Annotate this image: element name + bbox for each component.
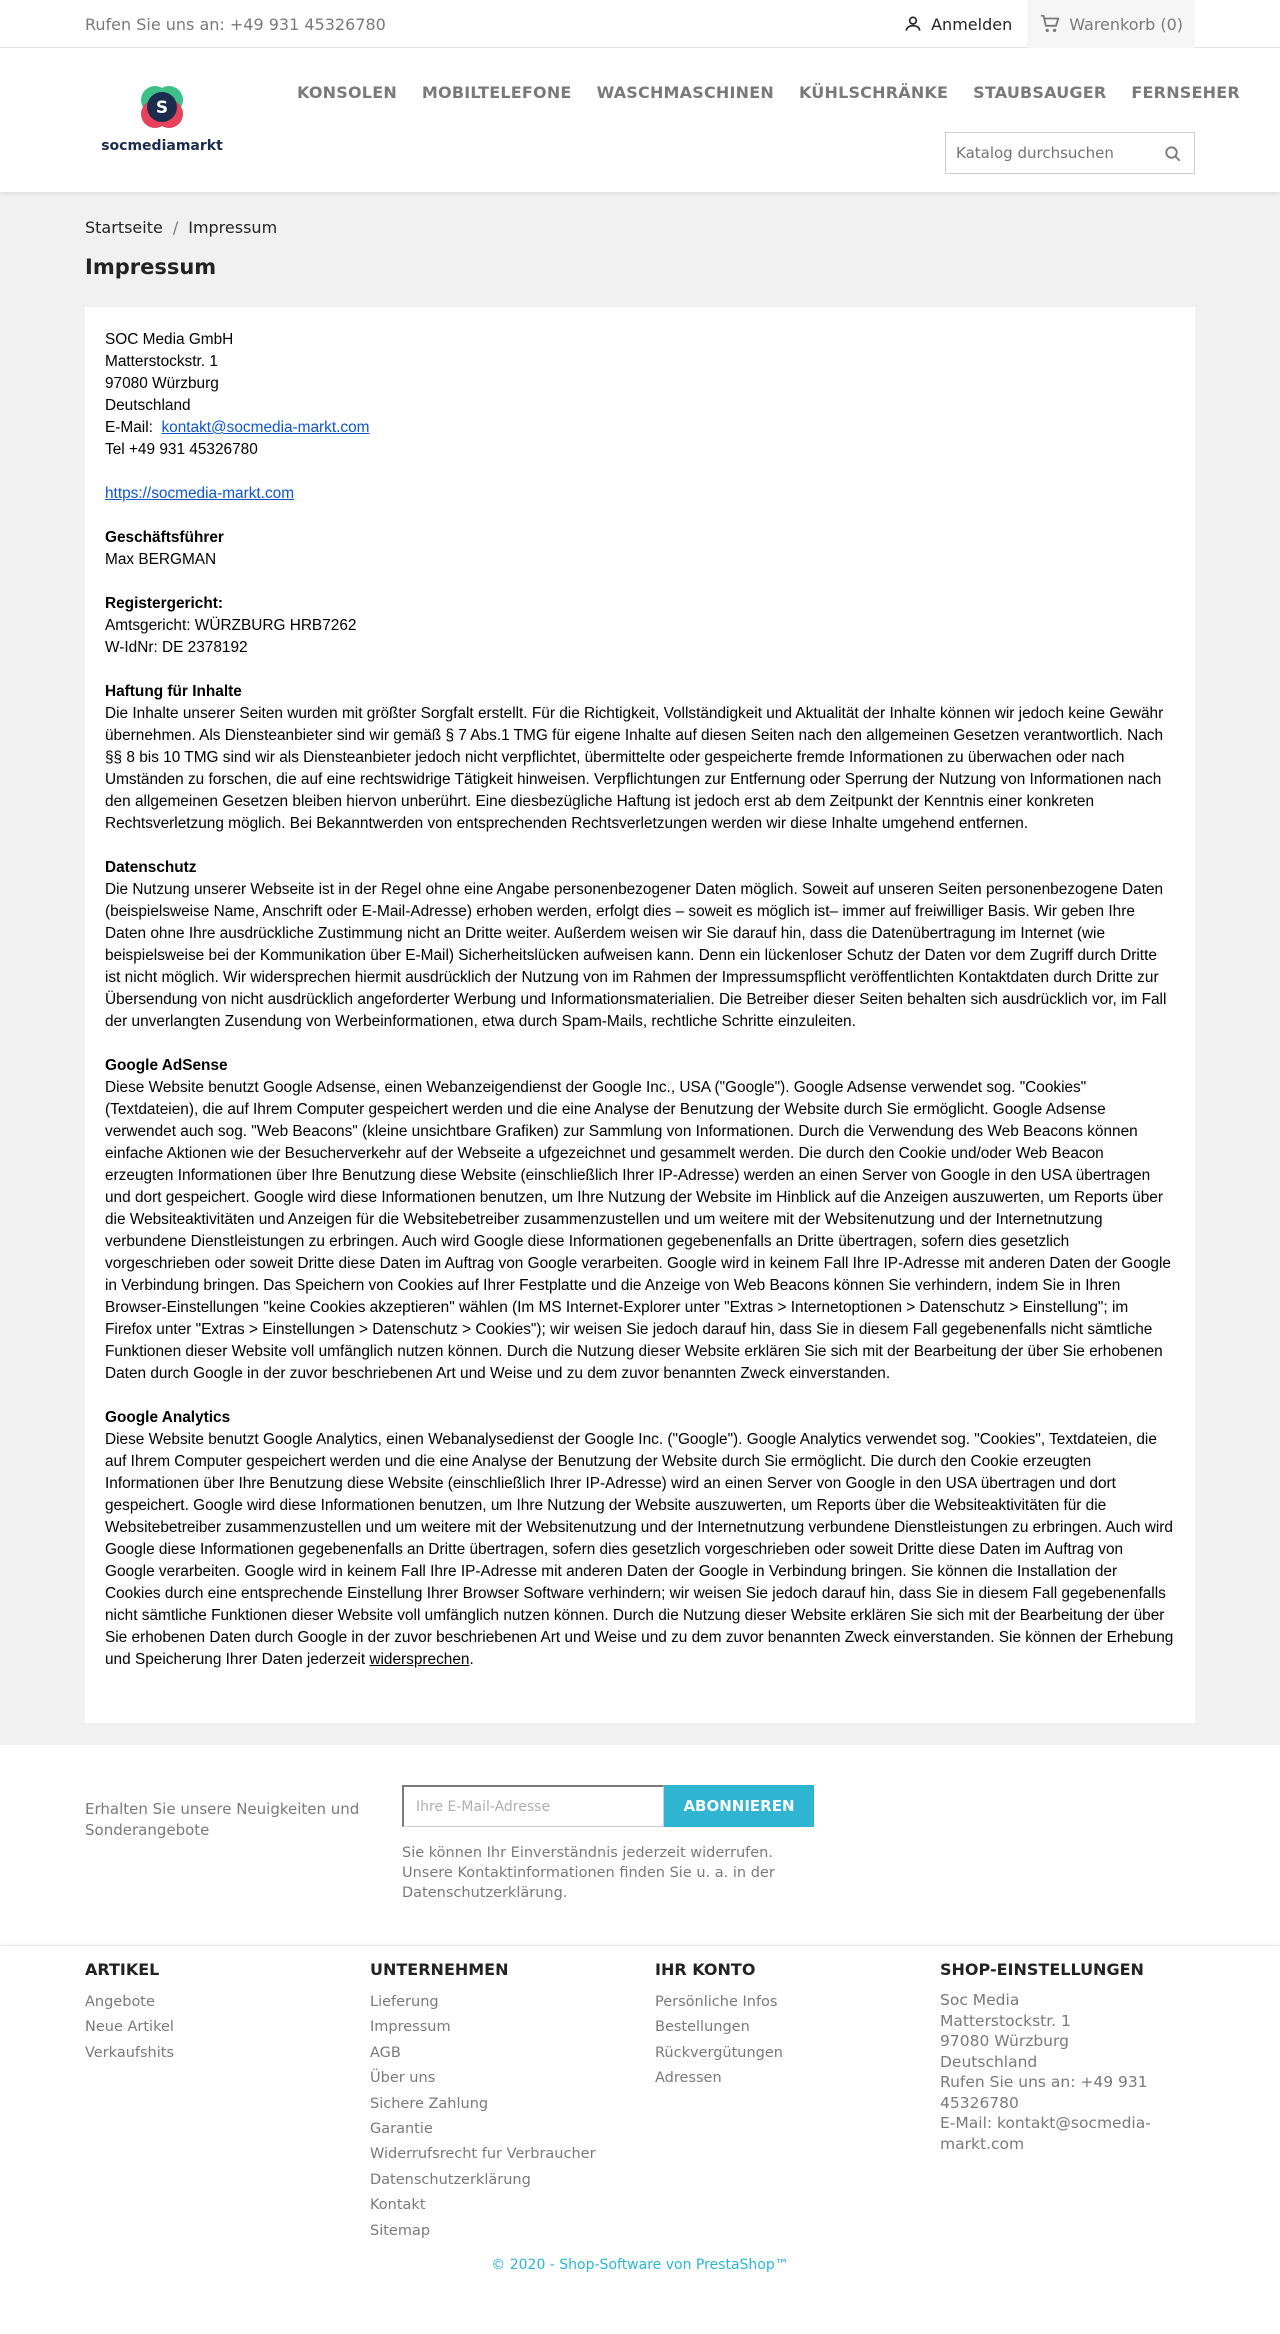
footer-articles-title: ARTIKEL	[85, 1960, 160, 1979]
address-line: SOC Media GmbH	[105, 331, 234, 348]
footer-account-title: IHR KONTO	[655, 1960, 756, 1979]
shop-info-line: Soc Media	[940, 1991, 1020, 2009]
imprint-content	[85, 307, 1195, 1723]
address-line: 97080 Würzburg	[105, 375, 219, 392]
main-wrapper	[0, 192, 1280, 1745]
subscribe-button[interactable]: ABONNIEREN	[664, 1785, 814, 1827]
footer-link-orders[interactable]: Bestellungen	[655, 2019, 750, 2036]
main-menu	[297, 83, 1240, 102]
breadcrumb	[85, 216, 1195, 238]
search-input[interactable]	[946, 144, 1146, 162]
cart-label: Warenkorb (0)	[1069, 14, 1183, 34]
analytics-title: Google Analytics	[105, 1409, 231, 1426]
liability-title: Haftung für Inhalte	[105, 683, 242, 700]
shop-info-line: Deutschland	[940, 2052, 1038, 2071]
cart-icon	[1039, 13, 1061, 35]
shop-info-line: Matterstockstr. 1	[940, 2011, 1071, 2030]
topbar	[0, 0, 1280, 48]
ceo-name: Max BERGMAN	[105, 551, 217, 568]
newsletter-label: Erhalten Sie unsere Neuigkeiten und Sonderangebote	[85, 1800, 360, 1839]
search-box	[945, 132, 1195, 174]
footer-link-warranty[interactable]: Garantie	[370, 2121, 433, 2138]
liability-text: Die Inhalte unserer Seiten wurden mit größter Sorgfalt erstellt. Für die Richtigkeit, Vollständigkeit und Aktualität der Inhalte können wir jedoch keine Gewähr übernehmen. Als Diensteanbieter sind wir gemäß § 7 Abs.1 TMG für eigene Inhalte auf diesen Seiten nach den allgemeinen Gesetzen verantwortlich. Nach §§ 8 bis 10 TMG sind wir als Diensteanbieter jedoch nicht verpflichtet, übermittelte oder gespeicherte fremde Informationen zu überwachen oder nach Umständen zu forschen, die auf eine rechtswidrige Tätigkeit hinweisen. Verpflichtungen zur Entfernung oder Sperrung der Nutzung von Informationen nach den allgemeinen Gesetzen bleiben hiervon unberührt. Eine diesbezügliche Haftung ist jedoch erst ab dem Zeitpunkt der Kenntnis einer konkreten Rechtsverletzung möglich. Bei Bekanntwerden von entsprechenden Rechtsverletzungen werden wir diese Inhalte umgehend entfernen.	[105, 705, 1164, 832]
footer-articles	[85, 1960, 370, 2244]
newsletter-note: Sie können Ihr Einverständnis jederzeit widerrufen. Unsere Kontaktinformationen finden Sie u. a. in der Datenschutzerklärung.	[402, 1845, 775, 1901]
adsense-title: Google AdSense	[105, 1057, 228, 1074]
analytics-end: .	[469, 1651, 474, 1668]
page-title: Impressum	[85, 255, 217, 279]
footer-link-imprint[interactable]: Impressum	[370, 2019, 451, 2036]
register-block	[105, 593, 1175, 659]
contact-phone: Rufen Sie uns an: +49 931 45326780	[85, 14, 386, 34]
ceo-block	[105, 527, 1175, 571]
privacy-section	[105, 857, 1175, 1033]
footer-shop-title: SHOP-EINSTELLUNGEN	[940, 1960, 1144, 1979]
footer	[0, 1945, 1280, 2295]
address-line: Deutschland	[105, 397, 191, 414]
email-label: E-Mail:	[105, 419, 162, 436]
shop-info-line: Rufen Sie uns an: +49 931 45326780	[940, 2073, 1148, 2112]
footer-shop-settings	[940, 1960, 1195, 2244]
company-address	[105, 329, 1175, 461]
breadcrumb-current: Impressum	[188, 217, 278, 237]
newsletter-email-input[interactable]: Ihre E-Mail-Adresse	[402, 1785, 664, 1827]
address-line: Matterstockstr. 1	[105, 353, 218, 370]
breadcrumb-separator: /	[172, 217, 179, 237]
shop-logo[interactable]	[97, 80, 227, 156]
breadcrumb-home[interactable]: Startseite	[85, 217, 163, 237]
analytics-text: Diese Website benutzt Google Analytics, einen Webanalysedienst der Google Inc. ("Google"). Google Analytics verwendet sog. "Cookies", Textdateien, die auf Ihrem Computer gespeichert werden und die eine Analyse der Benutzung der Website durch Sie ermöglicht. Die durch den Cookie erzeugten Informationen über Ihre Benutzung diese Website (einschließlich Ihrer IP-Adresse) wird an einen Server von Google in den USA übertragen und dort gespeichert. Google wird diese Informationen benutzen, um Ihre Nutzung der Website auszuwerten, um Reports über die Websiteaktivitäten für die Websitebetreiber zusammenzustellen und um weitere mit der Websitenutzung und der Internetnutzung verbundene Dienstleistungen zu erbringen. Auch wird Google diese Informationen gegebenenfalls an Dritte übertragen, sofern dies gesetzlich vorgeschrieben oder soweit Dritte diese Daten im Auftrag von Google verarbeiten. Google wird in keinem Fall Ihre IP-Adresse mit anderen Daten der Google in Verbindung bringen. Sie können die Installation der Cookies durch eine entsprechende Einstellung Ihrer Browser Software verhindern; wir weisen Sie jedoch darauf hin, dass Sie in diesem Fall gegebenenfalls nicht sämtliche Funktionen dieser Website voll umfänglich nutzen können. Durch die Nutzung dieser Website erklären Sie sich mit der Bearbeitung der über Sie erhobenen Daten durch Google in der zuvor beschriebenen Art und Weise und zu dem zuvor benannten Zweck einverstanden. Sie können der Erhebung und Speicherung Ihrer Daten jederzeit	[105, 1431, 1174, 1668]
footer-company	[370, 1960, 655, 2244]
email-link[interactable]: kontakt@socmedia-markt.com	[161, 419, 370, 436]
newsletter-section	[0, 1745, 1280, 1945]
liability-section	[105, 681, 1175, 835]
vat-id: W-IdNr: DE 2378192	[105, 639, 248, 656]
person-icon	[903, 14, 923, 34]
website-block	[105, 483, 1175, 505]
copyright-link[interactable]: © 2020 - Shop-Software von PrestaShop™	[491, 2257, 789, 2273]
privacy-title: Datenschutz	[105, 859, 197, 876]
analytics-section	[105, 1407, 1175, 1671]
footer-link-sitemap[interactable]: Sitemap	[370, 2222, 431, 2239]
footer-link-new-products[interactable]: Neue Artikel	[85, 2019, 174, 2036]
signin-label: Anmelden	[931, 14, 1013, 34]
footer-link-about[interactable]: Über uns	[370, 2070, 436, 2087]
menu-item-vacuum-cleaners[interactable]: STAUBSAUGER	[973, 83, 1107, 102]
shop-info-line: 97080 Würzburg	[940, 2032, 1069, 2050]
menu-item-televisions[interactable]: FERNSEHER	[1131, 83, 1240, 102]
newsletter-form	[402, 1785, 814, 1827]
footer-link-terms[interactable]: AGB	[370, 2044, 401, 2061]
menu-item-mobile-phones[interactable]: MOBILTELEFONE	[421, 83, 572, 102]
opt-out-link[interactable]: widersprechen	[369, 1651, 470, 1668]
footer-link-delivery[interactable]: Lieferung	[370, 1994, 439, 2010]
adsense-section	[105, 1055, 1175, 1385]
footer-link-personal-info[interactable]: Persönliche Infos	[655, 1994, 778, 2010]
privacy-text: Die Nutzung unserer Webseite ist in der Regel ohne eine Angabe personenbezogener Daten möglich. Soweit auf unseren Seiten personenbezogene Daten (beispielsweise Name, Anschrift oder E-Mail-Adresse) erhoben werden, erfolgt dies – soweit es möglich ist– immer auf freiwilliger Basis. Wir geben Ihre Daten ohne Ihre ausdrückliche Zustimmung nicht an Dritte weiter. Außerdem weisen wir Sie darauf hin, dass die Datenübertragung im Internet (wie beispielsweise bei der Kommunikation über E-Mail) Sicherheitslücken aufweisen kann. Denn ein lückenloser Schutz der Daten vor dem Zugriff durch Dritte ist nicht möglich. Wir widersprechen hiermit ausdrücklich der Nutzung von im Rahmen der Impressumspflicht veröffentlichten Kontaktdaten durch Dritte zur Übersendung von nicht ausdrücklich angeforderter Werbung und Informationsmaterialien. Die Betreiber dieser Seiten behalten sich ausdrücklich vor, im Fall der unverlangten Zusendung von Werbeinformationen, etwa durch Spam-Mails, rechtliche Schritte einzuleiten.	[105, 881, 1167, 1030]
website-link[interactable]: https://socmedia-markt.com	[105, 485, 295, 502]
menu-item-refrigerators[interactable]: KÜHLSCHRÄNKE	[798, 83, 949, 102]
footer-link-refunds[interactable]: Rückvergütungen	[655, 2044, 783, 2061]
footer-link-privacy[interactable]: Datenschutzerklärung	[370, 2171, 531, 2188]
menu-item-consoles[interactable]: KONSOLEN	[297, 83, 397, 102]
footer-link-offers[interactable]: Angebote	[85, 1994, 155, 2010]
phone-line: Tel +49 931 45326780	[105, 441, 258, 458]
footer-company-title: UNTERNEHMEN	[370, 1960, 509, 1979]
logo-wordmark: socmediamarkt	[101, 138, 223, 154]
footer-link-addresses[interactable]: Adressen	[655, 2070, 722, 2087]
logo-icon	[97, 80, 227, 140]
signin-link[interactable]	[888, 14, 1027, 34]
footer-link-withdrawal[interactable]: Widerrufsrecht fur Verbraucher	[370, 2146, 596, 2163]
logo-letter: S	[155, 98, 169, 118]
header	[0, 48, 1280, 192]
footer-link-best-sellers[interactable]: Verkaufshits	[85, 2044, 175, 2061]
footer-account	[655, 1960, 940, 2244]
cart-button[interactable]	[1027, 0, 1195, 48]
ceo-title: Geschäftsführer	[105, 529, 224, 546]
register-title: Registergericht:	[105, 595, 224, 612]
menu-item-washing-machines[interactable]: WASCHMASCHINEN	[596, 83, 774, 102]
adsense-text: Diese Website benutzt Google Adsense, einen Webanzeigendienst der Google Inc., USA ("Google"). Google Adsense verwendet sog. "Cookies" (Textdateien), die auf Ihrem Computer gespeichert werden und die eine Analyse der Benutzung der Website durch Sie ermöglicht. Google Adsense verwendet auch sog. "Web Beacons" (kleine unsichtbare Grafiken) zur Sammlung von Informationen. Durch die Verwendung des Web Beacons können einfache Aktionen wie der Besucherverkehr auf der Webseite a ufgezeichnet und gesammelt werden. Die durch den Cookie und/oder Web Beacon erzeugten Informationen über Ihre Benutzung diese Website (einschließlich Ihrer IP-Adresse) werden an einen Server von Google in den USA übertragen und dort gespeichert. Google wird diese Informationen benutzen, um Ihre Nutzung der Website im Hinblick auf die Anzeigen auszuwerten, um Reports über die Websiteaktivitäten und Anzeigen für die Websitebetreiber zusammenzustellen und um weitere mit der Websitenutzung und der Internetnutzung verbundene Dienstleistungen zu erbringen. Auch wird Google diese Informationen gegebenenfalls an Dritte übertragen, sofern dies gesetzlich vorgeschrieben oder soweit Dritte diese Daten im Auftrag von Google verarbeiten. Google wird in keinem Fall Ihre IP-Adresse mit anderen Daten der Google in Verbindung bringen. Das Speichern von Cookies auf Ihrer Festplatte und die Anzeige von Web Beacons können Sie verhindern, indem Sie in Ihren Browser-Einstellungen "keine Cookies akzeptieren" wählen (Im MS Internet-Explorer unter "Extras > Internetoptionen > Datenschutz > Einstellung"; im Firefox unter "Extras > Einstellungen > Datenschutz > Cookies"); wir weisen Sie jedoch darauf hin, dass Sie in diesem Fall gegebenenfalls nicht sämtliche Funktionen dieser Website voll umfänglich nutzen können. Durch die Nutzung dieser Website erklären Sie sich mit der Bearbeitung der über Sie erhobenen Daten durch Google in der zuvor beschriebenen Art und Weise und zu dem zuvor benannten Zweck einverstanden.	[105, 1079, 1171, 1382]
search-icon[interactable]	[1164, 145, 1182, 163]
shop-info-line: E-Mail: kontakt@socmedia-markt.com	[940, 2114, 1151, 2153]
register-court: Amtsgericht: WÜRZBURG HRB7262	[105, 617, 357, 634]
footer-link-contact[interactable]: Kontakt	[370, 2197, 426, 2214]
footer-link-secure-payment[interactable]: Sichere Zahlung	[370, 2095, 489, 2112]
